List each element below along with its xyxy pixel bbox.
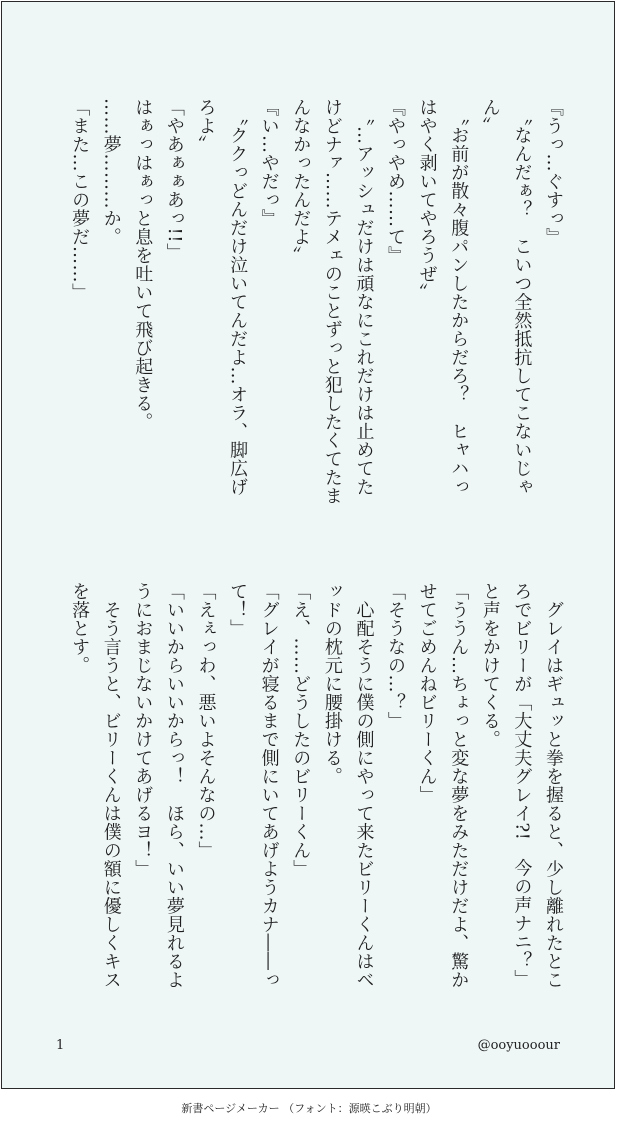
author-handle: @ooyuooour (477, 1038, 560, 1053)
lower-line-3: と声をかけてくる。 (479, 582, 501, 749)
upper-line-15: ……夢………か。 (100, 98, 122, 246)
upper-line-4: 〝お前が散々腹パンしたからだろ？ ヒャハっ (448, 98, 470, 496)
lower-line-9: 「え、……どうしたのビリーくん」 (290, 582, 312, 878)
footer-credit: 新書ページメーカー （フォント：源暎こぶり明朝） (181, 1102, 437, 1115)
upper-line-6: 『やっやめ……て』 (385, 98, 407, 265)
upper-line-7: 〝…アッシュだけは頑なにこれだけは止めてた (353, 98, 375, 496)
lower-line-6: 「そうなの…？」 (385, 582, 407, 730)
lower-line-1: グレイはギュッと拳を握ると、少し離れたとこ (543, 582, 564, 989)
lower-line-11: て！」 (227, 582, 249, 638)
lower-text-block (64, 582, 570, 1012)
upper-line-5: はやく剥いてやろうぜ〟 (416, 98, 438, 302)
upper-line-14: はぁっはぁっと息を吐いて飛び起きる。 (132, 98, 154, 431)
upper-line-11: 〝ククっどんだけ泣いてんだよ…オラ、脚広げ (227, 98, 249, 496)
lower-line-2: ろでビリーが「大丈夫グレイ?! 今の声ナニ？」 (511, 582, 533, 989)
upper-line-8: けどナァ……テメェのことずっと犯したくてたま (321, 98, 343, 505)
lower-line-15: そう言うと、ビリーくんは僕の額に優しくキス (100, 582, 122, 989)
lower-line-7: 心配そうに僕の側にやって来たビリーくんはベ (353, 582, 375, 989)
lower-line-14: うにおまじないかけてあげるヨ！」 (132, 582, 154, 878)
upper-line-10: 『い…やだっ』 (258, 98, 280, 228)
lower-line-12: 「えぇっわ、悪いよそんなの…」 (195, 582, 217, 860)
upper-line-16: 「また…この夢だ……」 (69, 98, 91, 302)
upper-line-2: 〝なんだぁ？ こいつ全然抵抗してこないじゃ (511, 98, 533, 496)
lower-line-13: 「いいからいいからっ！ ほら、いい夢見れるよ (163, 582, 185, 989)
upper-line-1: 『うっ…ぐすっ』 (543, 98, 564, 246)
upper-line-9: んなかったんだよ〟 (290, 98, 312, 265)
upper-line-3: ん〟 (479, 98, 501, 135)
lower-line-5: せてごめんねビリーくん」 (416, 582, 438, 804)
lower-line-8: ッドの枕元に腰掛ける。 (321, 582, 343, 786)
lower-line-4: 「ううん…ちょっと変な夢をみただけだよ、驚か (448, 582, 470, 989)
upper-text-block (64, 98, 570, 528)
page-number: 1 (56, 1038, 65, 1053)
upper-line-13: 「やあぁぁあっ!!」 (163, 98, 185, 262)
upper-line-12: ろよ〟 (195, 98, 217, 154)
lower-line-10: 「グレイが寝るまで側にいてあげようカナ――っ (258, 582, 280, 989)
lower-line-16: を落とす。 (69, 582, 91, 675)
manuscript-page (1, 1, 615, 1089)
